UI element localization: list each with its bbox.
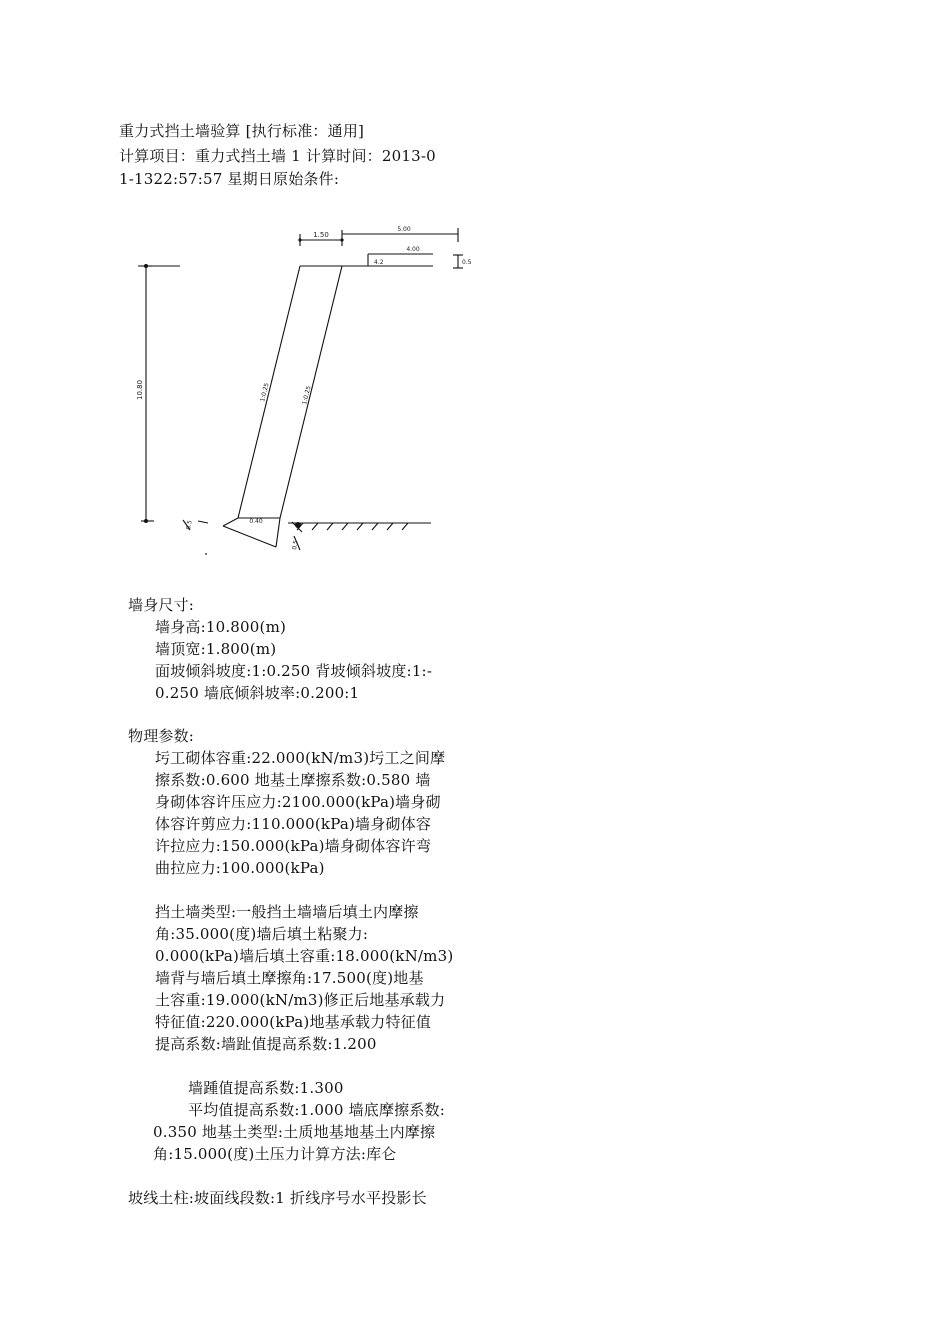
dim-top-offset: 1.50 <box>313 231 329 239</box>
wall-size-line: 0.250 墙底倾斜坡率:0.200:1 <box>155 684 360 702</box>
base-width-label: 0.40 <box>249 518 263 525</box>
datetime-line: 1-1322:57:57 星期日原始条件: <box>119 170 340 188</box>
document-title: 重力式挡土墙验算 [执行标准：通用] <box>119 122 365 140</box>
foundation-params-line: 0.350 地基土类型:土质地基地基土内摩擦 <box>153 1123 436 1141</box>
heel-line <box>276 518 280 547</box>
back-slope-label: 1:0.25 <box>301 385 313 406</box>
physical-params-line: 擦系数:0.600 地基土摩擦系数:0.580 墙 <box>155 771 431 789</box>
toe-label: 0.5 <box>185 519 194 531</box>
physical-params-line: 体容许剪应力:110.000(kPa)墙身砌体容 <box>155 815 432 833</box>
wall-size-line: 墙身高:10.800(m) <box>155 618 287 636</box>
wall-front-face <box>238 266 300 518</box>
wall-size-line: 墙顶宽:1.800(m) <box>155 640 277 658</box>
physical-params-line: 身砌体容许压应力:2100.000(kPa)墙身砌 <box>155 793 441 811</box>
retaining-wall-drawing <box>128 220 478 565</box>
wall-size-heading: 墙身尺寸: <box>128 596 195 614</box>
face-slope-label: 1:0.25 <box>259 382 271 403</box>
foundation-params-line: 角:15.000(度)土压力计算方法:库仑 <box>153 1145 397 1163</box>
slope-soil-column-line: 坡线土柱:坡面线段数:1 折线序号水平投影长 <box>128 1189 427 1207</box>
dim-right: 0.5 <box>462 259 472 266</box>
base-bottom-line <box>223 526 276 547</box>
physical-params-line: 许拉应力:150.000(kPa)墙身砌体容许弯 <box>155 837 432 855</box>
physical-params-line: 曲拉应力:100.000(kPa) <box>155 859 325 877</box>
wall-size-line: 面坡倾斜坡度:1:0.250 背坡倾斜坡度:1:- <box>155 662 433 680</box>
dim-top-step: 4.00 <box>406 246 420 253</box>
dim-top-width: 5.00 <box>397 226 411 233</box>
retaining-params-line: 挡土墙类型:一般挡土墙墙后填土内摩擦 <box>155 903 419 921</box>
physical-params-line: 圬工砌体容重:22.000(kN/m3)圬工之间摩 <box>155 749 446 767</box>
foundation-params-line: 平均值提高系数:1.000 墙底摩擦系数: <box>188 1101 446 1119</box>
retaining-params-line: 土容重:19.000(kN/m3)修正后地基承载力 <box>155 991 446 1009</box>
heel-marker-icon <box>295 522 301 528</box>
retaining-params-line: 0.000(kPa)墙后填土容重:18.000(kN/m3) <box>155 947 454 965</box>
physical-params-heading: 物理参数: <box>128 727 195 745</box>
project-info-line: 计算项目：重力式挡土墙 1 计算时间：2013-0 <box>119 147 436 165</box>
retaining-params-line: 提高系数:墙趾值提高系数:1.200 <box>155 1035 377 1053</box>
foundation-params-line: 墙踵值提高系数:1.300 <box>188 1079 344 1097</box>
dim-ledge: 4.2 <box>374 259 384 266</box>
retaining-params-line: 特征值:220.000(kPa)地基承载力特征值 <box>155 1013 432 1031</box>
toe-line <box>223 518 238 526</box>
dim-height: 10.80 <box>136 379 144 400</box>
heel-label: 0.5 <box>291 539 300 551</box>
retaining-params-line: 墙背与墙后填土摩擦角:17.500(度)地基 <box>155 969 424 987</box>
retaining-params-line: 角:35.000(度)墙后填土粘聚力: <box>155 925 369 943</box>
